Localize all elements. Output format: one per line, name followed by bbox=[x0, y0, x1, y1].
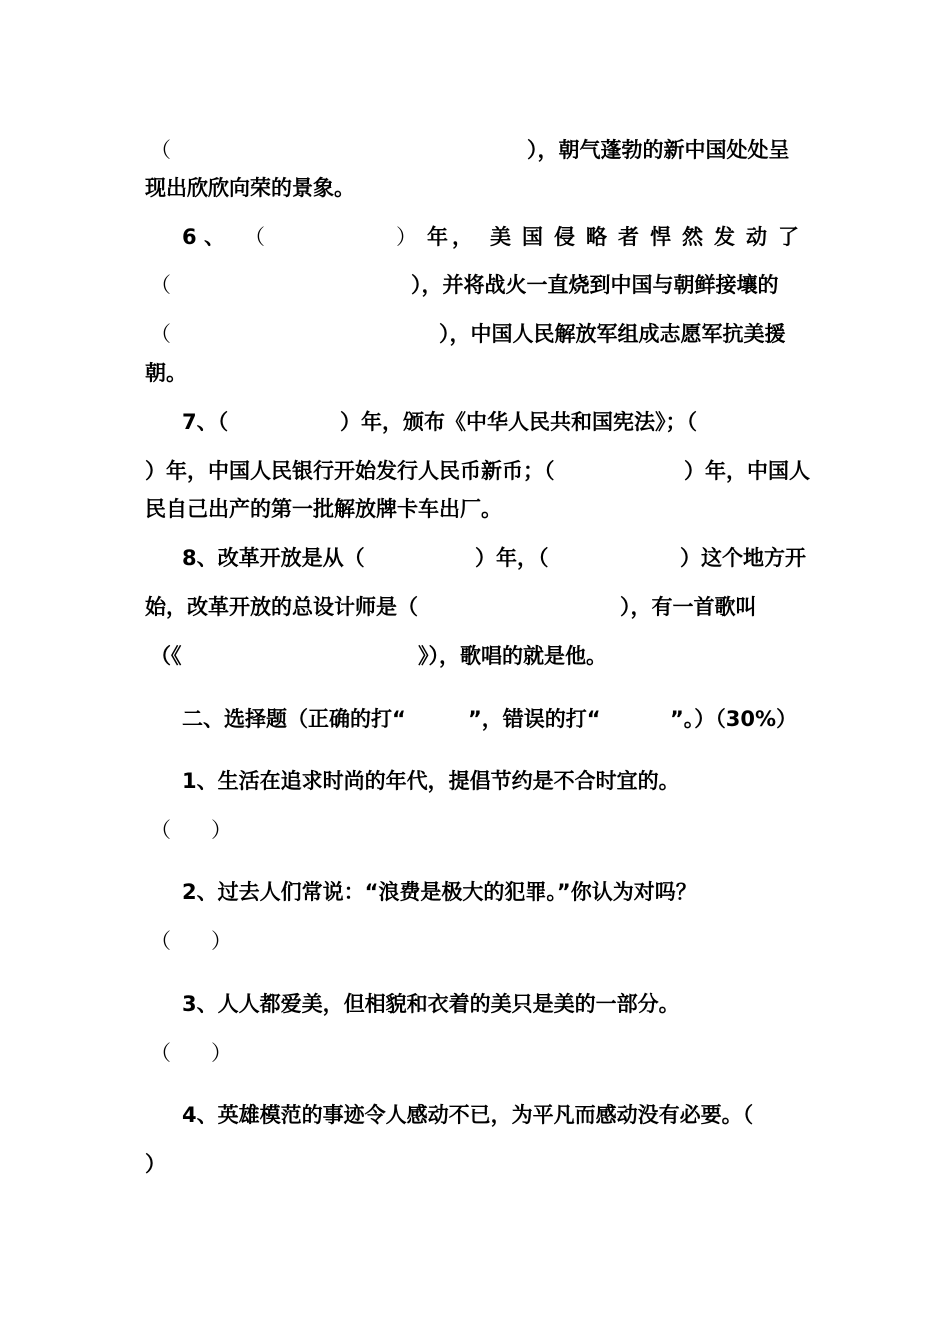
question-1-answer bbox=[0, 812, 950, 848]
q8-mid: ）年，（ bbox=[475, 546, 549, 570]
q7-line3: 民自己出产的第一批解放牌卡车出厂。 bbox=[145, 497, 502, 521]
q6-line-1 bbox=[0, 219, 950, 255]
q8-line3-b: 》），歌唱的就是他。 bbox=[418, 644, 607, 668]
q6-line-4 bbox=[0, 355, 950, 391]
q8-line-2 bbox=[0, 589, 950, 625]
q7-mid: ）年，颁布《中华人民共和国宪法》；（ bbox=[340, 410, 697, 434]
q6-continuation: 朝。 bbox=[145, 361, 187, 385]
answer-blank[interactable]: （ ） bbox=[150, 929, 233, 953]
q6-line-3 bbox=[0, 316, 950, 352]
q5-continuation: 现出欣欣向荣的景象。 bbox=[145, 176, 355, 200]
section-2-title-c: ”。）（30%） bbox=[670, 707, 798, 731]
q6-number: 6 bbox=[182, 225, 197, 249]
answer-blank[interactable]: （ ） bbox=[150, 1041, 233, 1065]
question-3-answer bbox=[0, 1035, 950, 1071]
question-2 bbox=[0, 874, 950, 910]
q6-spaced-char: 了 bbox=[778, 225, 799, 249]
q7-line-1 bbox=[0, 404, 950, 440]
q6-spaced-char: 悍 bbox=[650, 225, 671, 249]
question-text: 3、人人都爱美，但相貌和衣着的美只是美的一部分。 bbox=[182, 992, 680, 1016]
question-2-answer bbox=[0, 923, 950, 959]
q5-line-1 bbox=[0, 132, 950, 168]
q7-line2-a: ）年，中国人民银行开始发行人民币新币；（ bbox=[145, 459, 555, 483]
q8-line-1 bbox=[0, 540, 950, 576]
q8-line2-a: 始，改革开放的总设计师是（ bbox=[145, 595, 418, 619]
q6-comma: ， bbox=[452, 225, 473, 249]
q6-spaced-char: 略 bbox=[586, 225, 607, 249]
q6-close-paren-1: ） bbox=[396, 225, 417, 249]
q6-tail-2: ），并将战火一直烧到中国与朝鲜接壤的 bbox=[411, 273, 779, 297]
q6-open-paren-1: （ bbox=[244, 225, 265, 249]
answer-blank[interactable]: ） bbox=[145, 1152, 166, 1176]
q6-tail-3: ），中国人民解放军组成志愿军抗美援 bbox=[439, 322, 786, 346]
q5-line-2 bbox=[0, 170, 950, 206]
question-3 bbox=[0, 986, 950, 1022]
section-2-heading bbox=[0, 701, 950, 737]
q6-spaced-char: 美 bbox=[490, 225, 511, 249]
q6-open-paren-3: （ bbox=[150, 322, 171, 346]
section-2-title-b: ”，错误的打“ bbox=[468, 707, 601, 731]
q6-separator: 、 bbox=[204, 225, 225, 249]
q7-line-3 bbox=[0, 491, 950, 527]
q8-tail: ）这个地方开 bbox=[680, 546, 806, 570]
q8-line2-b: ），有一首歌叫 bbox=[620, 595, 757, 619]
q5-close-text: ），朝气蓬勃的新中国处处呈 bbox=[527, 138, 790, 162]
question-text: 2、过去人们常说：“浪费是极大的犯罪。”你认为对吗？ bbox=[182, 880, 697, 904]
question-4 bbox=[0, 1097, 950, 1133]
q6-spaced-char: 侵 bbox=[554, 225, 575, 249]
q7-line-2 bbox=[0, 453, 950, 489]
q6-spaced-char: 者 bbox=[618, 225, 639, 249]
q6-spaced-char: 国 bbox=[522, 225, 543, 249]
q5-open-paren: （ bbox=[150, 138, 171, 162]
q7-line2-b: ）年，中国人 bbox=[684, 459, 810, 483]
question-4-answer bbox=[0, 1146, 950, 1182]
question-text: 1、生活在追求时尚的年代，提倡节约是不合时宜的。 bbox=[182, 769, 680, 793]
q8-line-3 bbox=[0, 638, 950, 674]
q6-spaced-char: 然 bbox=[682, 225, 703, 249]
answer-blank[interactable]: （ ） bbox=[150, 818, 233, 842]
section-2-title-a: 二、选择题（正确的打“ bbox=[182, 707, 406, 731]
q8-head: 8、改革开放是从（ bbox=[182, 546, 365, 570]
q6-year: 年 bbox=[427, 225, 448, 249]
q6-line-2 bbox=[0, 267, 950, 303]
q7-head: 7、（ bbox=[182, 410, 229, 434]
q6-open-paren-2: （ bbox=[150, 273, 171, 297]
question-1 bbox=[0, 763, 950, 799]
q6-spaced-char: 发 bbox=[714, 225, 735, 249]
q6-spaced-char: 动 bbox=[746, 225, 767, 249]
question-text: 4、英雄模范的事迹令人感动不已，为平凡而感动没有必要。（ bbox=[182, 1103, 754, 1127]
q8-line3-a: （《 bbox=[150, 644, 182, 668]
